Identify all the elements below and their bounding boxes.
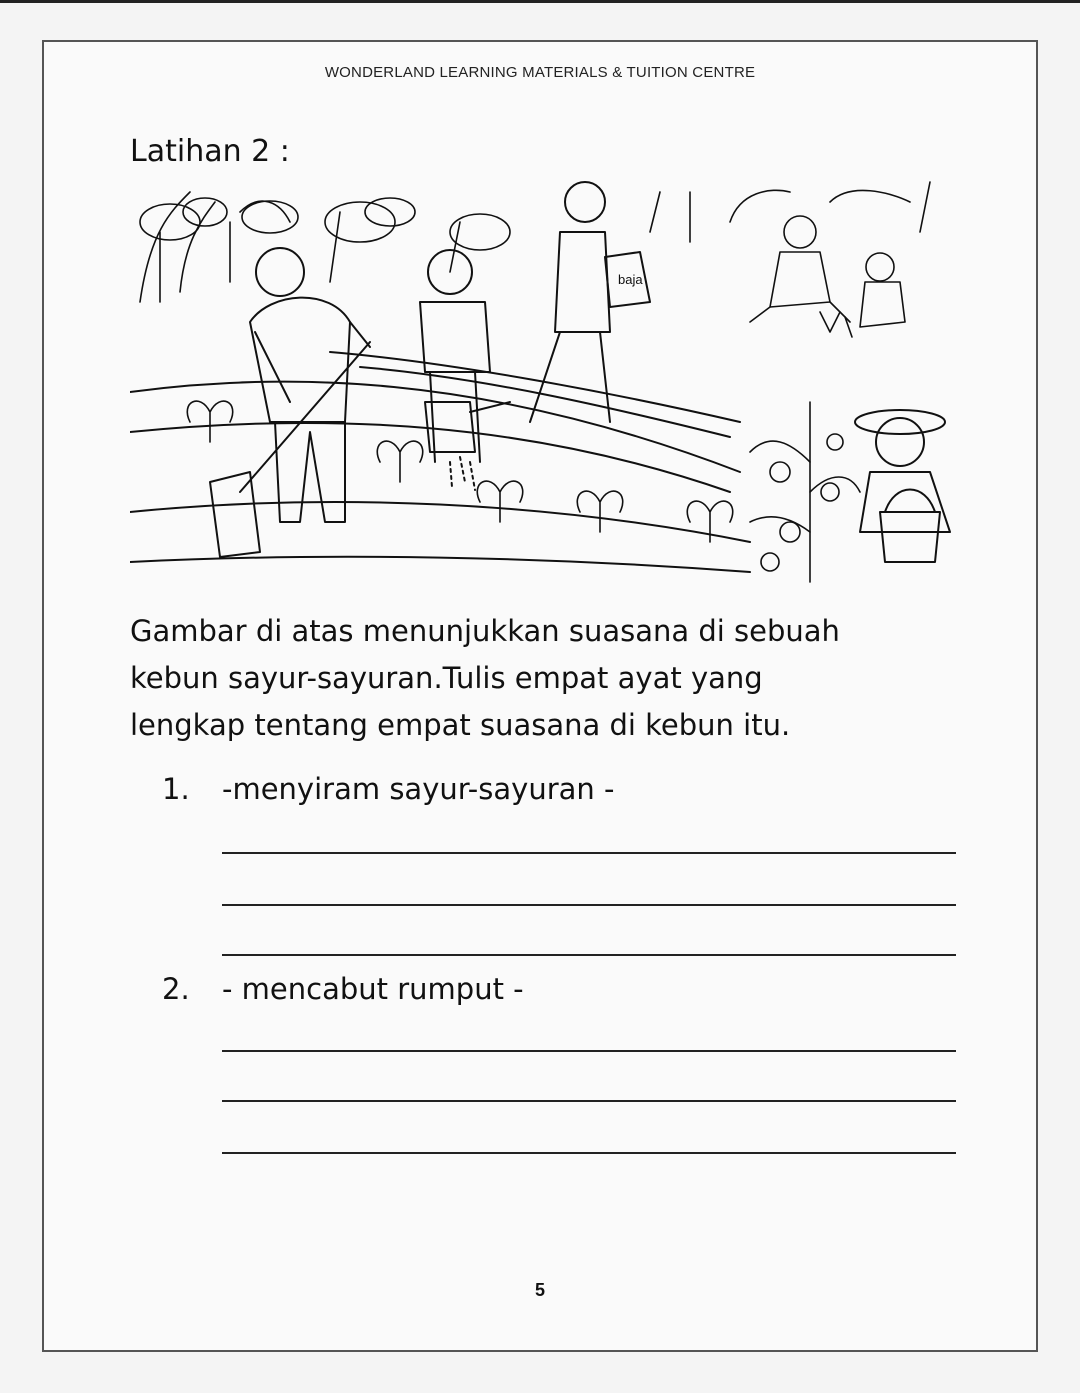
old-man-hoeing <box>210 248 370 557</box>
children-weeding <box>750 216 905 337</box>
answer-line[interactable] <box>222 954 956 956</box>
instruction-line: Gambar di atas menunjukkan suasana di sebuah <box>130 614 840 648</box>
instruction-line: kebun sayur-sayuran.Tulis empat ayat yang <box>130 661 763 695</box>
boy-watering <box>420 250 510 490</box>
item-number: 2. <box>162 972 190 1006</box>
instructions <box>130 608 990 749</box>
instruction-line: lengkap tentang empat suasana di kebun itu. <box>130 708 791 742</box>
item-label: -menyiram sayur-sayuran - <box>222 772 615 806</box>
item-number: 1. <box>162 772 190 806</box>
answer-line[interactable] <box>222 904 956 906</box>
man-with-fertilizer <box>530 182 650 422</box>
publisher-header: WONDERLAND LEARNING MATERIALS & TUITION CENTRE <box>324 64 756 81</box>
fertilizer-sign-label: baja <box>618 272 643 287</box>
item-label: - mencabut rumput - <box>222 972 524 1006</box>
exercise-title: Latihan 2 : <box>130 134 290 169</box>
vegetable-garden-illustration <box>130 172 954 584</box>
top-rule <box>0 0 1080 3</box>
answer-line[interactable] <box>222 1100 956 1102</box>
garden-rows <box>130 352 750 572</box>
answer-line[interactable] <box>222 852 956 854</box>
farmer-with-basket <box>855 410 950 562</box>
answer-line[interactable] <box>222 1152 956 1154</box>
answer-line[interactable] <box>222 1050 956 1052</box>
tomato-plant <box>750 402 860 582</box>
page-number: 5 <box>534 1280 545 1300</box>
worksheet-page <box>42 40 1038 1352</box>
